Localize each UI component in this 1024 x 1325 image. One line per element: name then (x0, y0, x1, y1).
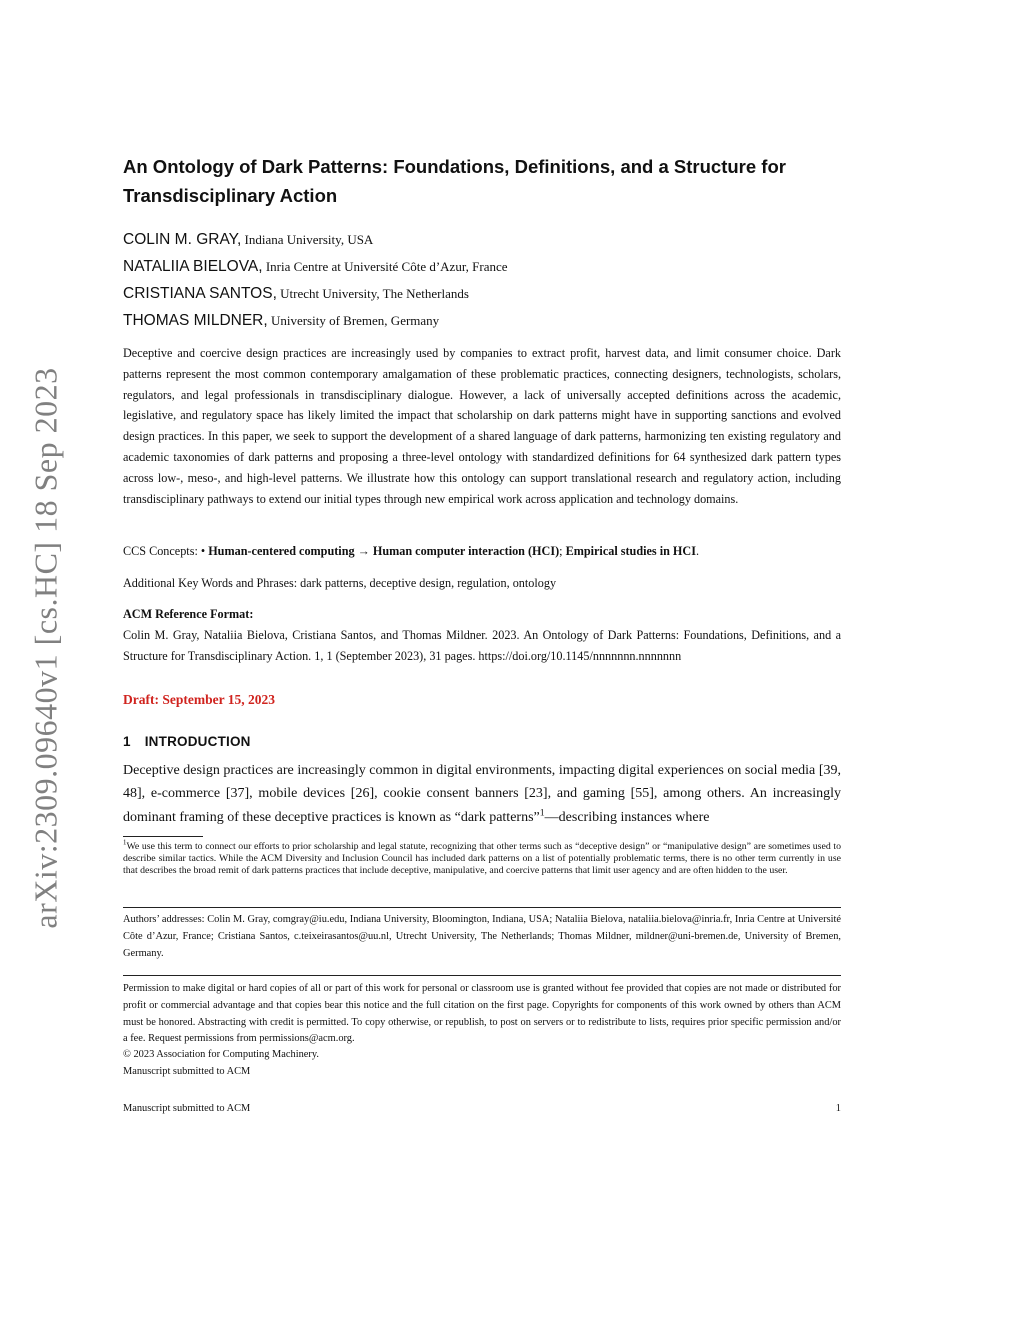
section-number: 1 (123, 734, 131, 749)
footnote (123, 841, 841, 878)
ccs-concept: Human computer interaction (HCI) (372, 544, 560, 558)
author-addresses: Authors’ addresses: Colin M. Gray, comgray@iu.edu, Indiana University, Bloomington, Indiana, USA; Nataliia Bielova, nataliia.bielova@inria.fr, Inria Centre at Université Côte d’Azur, France; Cristiana Santos, c.teixeirasantos@uu.nl, Utrecht University, The Netherlands; Thomas Mildner, mildner@uni-bremen.de, University of Bremen, Germany. (123, 914, 841, 959)
author-name: NATALIIA BIELOVA, (123, 258, 263, 275)
arxiv-identifier: arXiv:2309.09640v1 [cs.HC] 18 Sep 2023 (27, 367, 64, 929)
intro-text: Deceptive design practices are increasingly common in digital environments, impacting digital experiences on social media [39, 48], e-commerce [37], mobile devices [26], cookie consent banners [23], and gaming [55], among others. An increasingly dominant framing of these deceptive practices is known as “dark patterns” (123, 763, 841, 825)
ccs-separator: ; (559, 544, 566, 558)
permission-rule (123, 975, 841, 976)
copyright-notice: © 2023 Association for Computing Machinery. (123, 1049, 319, 1060)
author-name: THOMAS MILDNER, (123, 312, 268, 329)
ccs-prefix: CCS Concepts: • (123, 544, 209, 558)
author-affiliation: Inria Centre at Université Côte d’Azur, France (262, 259, 508, 274)
footnote-rule (123, 836, 203, 837)
ccs-concepts (123, 541, 841, 562)
permission-notice: Permission to make digital or hard copies of all or part of this work for personal or classroom use is granted without fee provided that copies are not made or distributed for profit or commercial advantage and that copies bear this notice and the full citation on the first page. Copyrights for components of this work owned by others than ACM must be honored. Abstracting with credit is permitted. To copy otherwise, or republish, to post on servers or to redistribute to lists, requires prior specific permission and/or a fee. Request permissions from permissions@acm.org. (123, 983, 841, 1045)
page-number: 1 (835, 1103, 841, 1114)
ccs-concept: Empirical studies in HCI (565, 544, 696, 558)
author-list (123, 226, 843, 334)
section-title: INTRODUCTION (144, 734, 251, 749)
page-footer-text: Manuscript submitted to ACM (123, 1103, 251, 1114)
author-affiliation: Utrecht University, The Netherlands (276, 286, 469, 301)
draft-date: Draft: September 15, 2023 (123, 692, 275, 707)
ccs-concept: Human-centered computing (208, 544, 355, 558)
author-affiliation: Indiana University, USA (241, 232, 374, 247)
author-entry (123, 226, 843, 253)
section-heading (123, 731, 251, 752)
footnote-marker: 1 (539, 807, 545, 819)
introduction-paragraph (123, 759, 841, 829)
keywords: Additional Key Words and Phrases: dark patterns, deceptive design, regulation, ontology (123, 576, 557, 590)
intro-text-end: —describing instances where (544, 809, 710, 825)
paper-title: An Ontology of Dark Patterns: Foundations, Definitions, and a Structure for Transdisciplinary Action (123, 156, 786, 206)
reference-format-text: Colin M. Gray, Nataliia Bielova, Cristiana Santos, and Thomas Mildner. 2023. An Ontology of Dark Patterns: Foundations, Definitions, and a Structure for Transdisciplinary Action. 1, 1 (September 2023), 31 pages. https://doi.org/10.1145/nnnnnnn.nnnnnnn (123, 628, 841, 663)
author-entry (123, 280, 843, 307)
author-entry (123, 307, 843, 334)
author-entry (123, 253, 843, 280)
addresses-rule (123, 907, 841, 908)
ccs-end: . (695, 544, 699, 558)
footnote-number: 1 (123, 839, 127, 847)
footnote-text: We use this term to connect our efforts to prior scholarship and legal statute, recognizing that other terms such as “deceptive design” or “manipulative design” are sometimes used to describe similar tactics. While the ACM Diversity and Inclusion Council has included dark patterns on a list of potentially problematic terms, there is no other term currently in use that describes the broad remit of dark patterns practices that include deceptive, manipulative, and coercive patterns that limit user agency and are often hidden to the user. (123, 841, 841, 877)
reference-format-heading: ACM Reference Format: (123, 607, 254, 621)
author-affiliation: University of Bremen, Germany (267, 313, 440, 328)
author-name: CRISTIANA SANTOS, (123, 285, 277, 302)
manuscript-note: Manuscript submitted to ACM (123, 1066, 251, 1077)
ccs-arrow: → (354, 544, 373, 558)
abstract: Deceptive and coercive design practices are increasingly used by companies to extract profit, harvest data, and limit consumer choice. Dark patterns represent the most common contemporary amalgamation of these problematic practices, connecting designers, technologists, scholars, regulators, and legal professionals in transdisciplinary dialogue. However, a lack of universally accepted definitions across the academic, legislative, and regulatory space has likely limited the impact that scholarship on dark patterns might have in supporting sanctions and evolved design practices. In this paper, we seek to support the development of a shared language of dark patterns, harmonizing ten existing regulatory and academic taxonomies of dark patterns and proposing a three-level ontology with standardized definitions for 64 synthesized dark pattern types across low-, meso-, and high-level patterns. We illustrate how this ontology can support translational research and regulatory action, including transdisciplinary pathways to extend our initial types through new empirical work across application and technology domains. (123, 346, 841, 506)
author-name: COLIN M. GRAY, (123, 231, 242, 248)
